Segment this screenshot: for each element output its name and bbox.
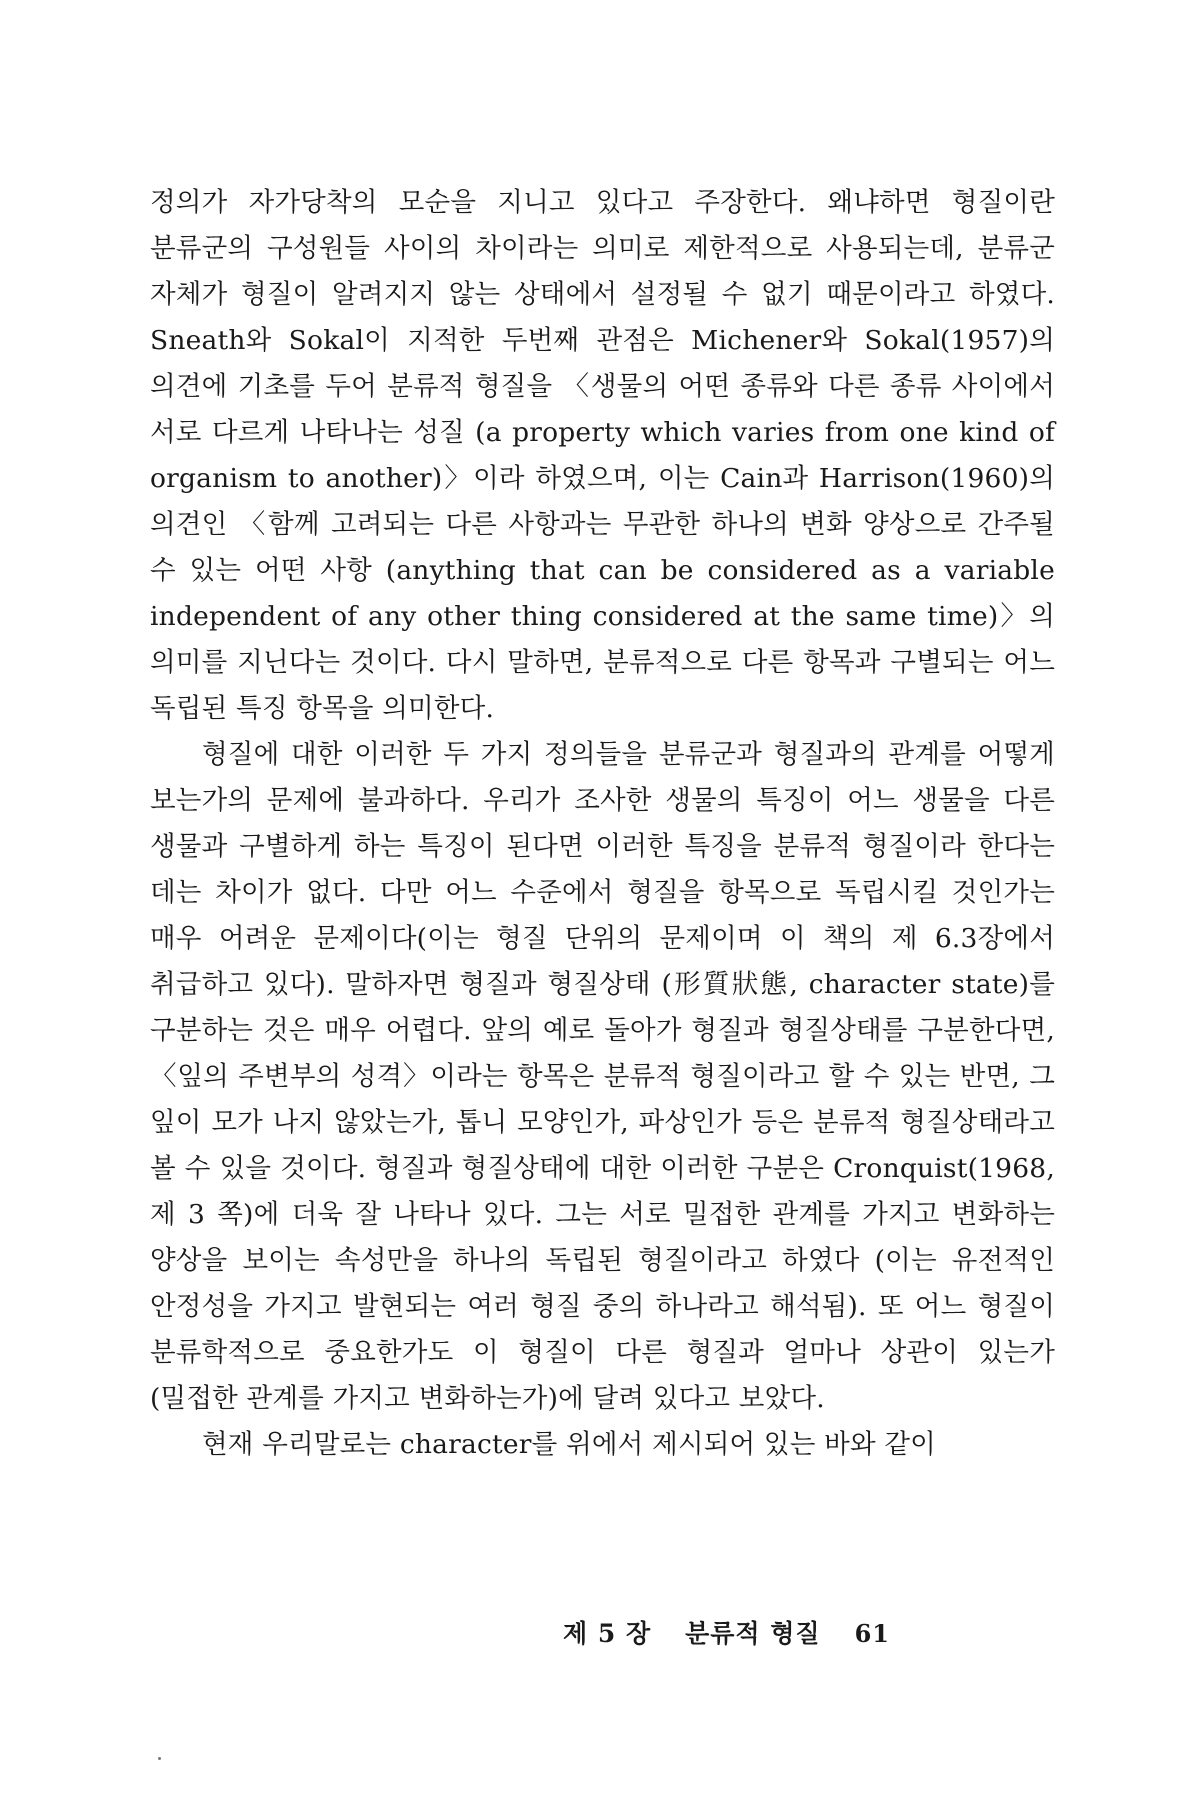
paragraph-3: 현재 우리말로는 character를 위에서 제시되어 있는 바와 같이 xyxy=(202,1429,936,1460)
body-text xyxy=(150,180,1055,1468)
footer-chapter: 제 5 장 xyxy=(563,1619,652,1648)
page-number: 61 xyxy=(854,1619,890,1648)
scan-speck xyxy=(158,1757,161,1760)
footer-title: 분류적 형질 xyxy=(685,1619,821,1648)
paragraph-2: 형질에 대한 이러한 두 가지 정의들을 분류군과 형질과의 관계를 어떻게 보는가의 문제에 불과하다. 우리가 조사한 생물의 특징이 어느 생물을 다른 생물과 구별하게 하는 특징이 된다면 이러한 특징을 분류적 형질이라 한다는 데는 차이가 없다. 다만 어느 수준에서 형질을 항목으로 독립시킬 것인가는 매우 어려운 문제이다(이는 형질 단위의 문제이며 이 책의 제 6.3장에서 취급하고 있다). 말하자면 형질과 형질상태 (形質狀態, character state)를 구분하는 것은 매우 어렵다. 앞의 예로 돌아가 형질과 형질상태를 구분한다면, 〈잎의 주변부의 성격〉이라는 항목은 분류적 형질이라고 할 수 있는 반면, 그 잎이 모가 나지 않았는가, 톱니 모양인가, 파상인가 등은 분류적 형질상태라고 볼 수 있을 것이다. 형질과 형질상태에 대한 이러한 구분은 Cronquist(1968, 제 3 쪽)에 더욱 잘 나타나 있다. 그는 서로 밀접한 관계를 가지고 변화하는 양상을 보이는 속성만을 하나의 독립된 형질이라고 하였다 (이는 유전적인 안정성을 가지고 발현되는 여러 형질 중의 하나라고 해석됨). 또 어느 형질이 분류학적으로 중요한가도 이 형질이 다른 형질과 얼마나 상관이 있는가(밀접한 관계를 가지고 변화하는가)에 달려 있다고 보았다. xyxy=(150,739,1055,1414)
running-footer xyxy=(563,1614,890,1650)
paragraph-1: 정의가 자가당착의 모순을 지니고 있다고 주장한다. 왜냐하면 형질이란 분류군의 구성원들 사이의 차이라는 의미로 제한적으로 사용되는데, 분류군 자체가 형질이 알려지지 않는 상태에서 설정될 수 없기 때문이라고 하였다. Sneath와 Sokal이 지적한 두번째 관점은 Michener와 Sokal(1957)의 의견에 기초를 두어 분류적 형질을 〈생물의 어떤 종류와 다른 종류 사이에서 서로 다르게 나타나는 성질 (a property which varies from one kind of organism to another)〉이라 하였으며, 이는 Cain과 Harrison(1960)의 의견인 〈함께 고려되는 다른 사항과는 무관한 하나의 변화 양상으로 간주될 수 있는 어떤 사항 (anything that can be considered as a variable independent of any other thing considered at the same time)〉의 의미를 지닌다는 것이다. 다시 말하면, 분류적으로 다른 항목과 구별되는 어느 독립된 특징 항목을 의미한다. xyxy=(150,187,1055,724)
